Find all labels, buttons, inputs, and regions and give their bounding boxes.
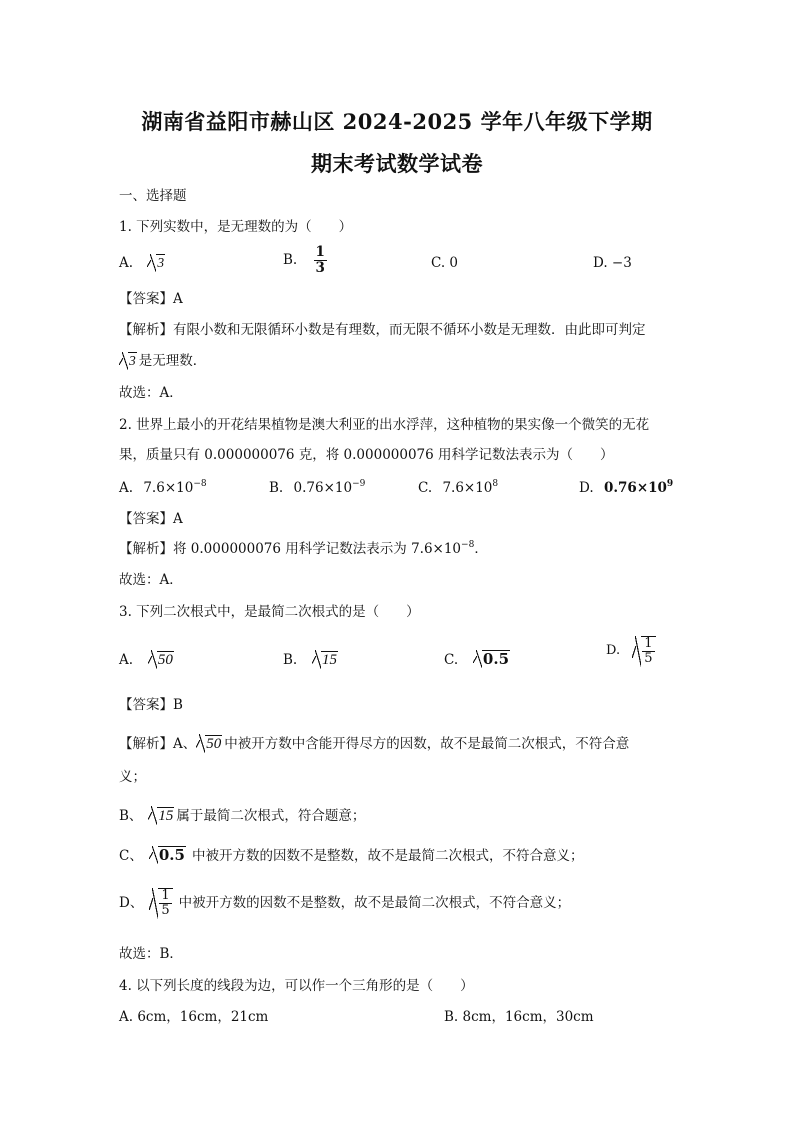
q3-analysis-b-post: 属于最简二次根式，符合题意； <box>176 808 366 824</box>
q3-analysis-d-denominator: 5 <box>161 903 170 919</box>
q1-option-d: D. −3 <box>593 255 632 271</box>
q1-option-a-radicand: 3 <box>157 255 165 270</box>
q3-option-a <box>119 650 176 669</box>
q2-option-a-label: A. <box>119 480 134 496</box>
sqrt-symbol <box>473 650 510 668</box>
q2-analysis-post: ． <box>474 541 488 557</box>
fraction-wrap <box>158 888 172 919</box>
sqrt-symbol <box>148 806 174 825</box>
q3-stem: 3. 下列二次根式中，是最简二次根式的是（ ） <box>119 604 420 620</box>
sqrt-symbol <box>149 888 172 919</box>
q2-answer: 【答案】A <box>119 511 183 527</box>
q3-analysis-d-pre: D、 <box>119 895 144 912</box>
q3-option-c-radicand: 0.5 <box>482 650 510 668</box>
q1-option-c: C. 0 <box>431 255 459 271</box>
q3-analysis-a-pre: 【解析】A、 <box>119 736 197 752</box>
fraction <box>314 245 327 276</box>
q3-option-d-denominator: 5 <box>644 651 653 667</box>
q3-analysis-a-post: 中被开方数中含能开得尽方的因数，故不是最简二次根式，不符合意 <box>224 736 630 752</box>
q2-stem-line-1: 2. 世界上最小的开花结果植物是澳大利亚的出水浮萍，这种植物的果实像一个微笑的无花 <box>119 417 650 433</box>
q3-option-d <box>606 636 658 667</box>
q3-option-a-label: A. <box>119 652 134 668</box>
q1-analysis-line-1: 【解析】有限小数和无限循环小数是有理数，而无限不循环小数是无理数．由此即可判定 <box>119 322 646 338</box>
q3-analysis-a-cont: 义； <box>119 769 146 785</box>
sqrt-symbol <box>119 352 137 370</box>
q1-analysis-radicand: 3 <box>129 353 136 368</box>
q3-analysis-d-numerator: 1 <box>161 888 170 903</box>
q1-analysis-text: 是无理数． <box>138 353 207 369</box>
q2-option-a-base: 7.6×10 <box>143 480 194 496</box>
q1-option-b-denominator: 3 <box>315 259 325 276</box>
title-line-2: 期末考试数学试卷 <box>311 151 483 176</box>
q3-analysis-d-post: 中被开方数的因数不是整数，故不是最简二次根式，不符合意义； <box>178 895 571 912</box>
title-line-1: 湖南省益阳市赫山区 2024-2025 学年八年级下学期 <box>141 109 653 134</box>
q2-analysis <box>119 540 488 558</box>
q3-option-d-numerator: 1 <box>644 636 653 651</box>
section-heading: 一、选择题 <box>119 188 187 204</box>
q3-option-d-label: D. <box>606 643 621 659</box>
q3-option-b-label: B. <box>283 652 298 668</box>
q2-option-b-label: B. <box>269 480 284 496</box>
q4-stem: 4. 以下列长度的线段为边，可以作一个三角形的是（ ） <box>119 978 474 994</box>
q2-option-c <box>418 479 498 497</box>
q2-option-b-exponent: −9 <box>352 479 366 489</box>
fraction-wrap <box>641 636 655 667</box>
q3-option-a-radicand: 50 <box>157 652 173 668</box>
q2-analysis-pre: 【解析】将 0.000000076 用科学记数法表示为 <box>119 541 412 557</box>
q2-option-c-label: C. <box>418 480 433 496</box>
q2-option-c-base: 7.6×10 <box>442 480 493 496</box>
q1-answer: 【答案】A <box>119 291 183 307</box>
sqrt-symbol <box>149 846 186 864</box>
q2-option-b-base: 0.76×10 <box>293 480 353 496</box>
q3-analysis-b-radicand: 15 <box>158 808 174 824</box>
q2-analysis-base: 7.6×10 <box>411 541 462 557</box>
sqrt-symbol <box>148 650 174 669</box>
q3-analysis-c-pre: C、 <box>119 848 143 864</box>
q1-option-b-label: B. <box>283 251 298 268</box>
q1-option-a <box>119 254 167 272</box>
q3-option-c-label: C. <box>444 652 459 668</box>
q4-option-a: A. 6cm，16cm，21cm <box>119 1009 269 1025</box>
q3-analysis-b <box>119 806 365 825</box>
sqrt-symbol <box>147 254 165 272</box>
q3-option-b-radicand: 15 <box>322 652 337 668</box>
q3-analysis-d <box>119 888 570 919</box>
q2-option-d-exponent: 9 <box>666 479 674 489</box>
q1-option-b-numerator: 1 <box>315 244 325 260</box>
q3-analysis-a <box>119 734 629 753</box>
q2-analysis-exponent: −8 <box>461 540 475 550</box>
sqrt-symbol <box>312 650 338 669</box>
q3-choose: 故选：B． <box>119 946 183 962</box>
q2-option-d <box>579 479 673 497</box>
fraction <box>159 889 171 919</box>
sqrt-symbol <box>196 734 222 753</box>
q3-analysis-c <box>119 846 583 865</box>
q1-option-a-label: A. <box>119 255 134 271</box>
q3-analysis-c-radicand: 0.5 <box>158 846 185 864</box>
q1-stem: 1. 下列实数中，是无理数的为（ ） <box>119 219 353 235</box>
q3-analysis-c-post: 中被开方数的因数不是整数，故不是最简二次根式，不符合意义； <box>191 848 584 864</box>
q3-answer: 【答案】B <box>119 697 183 713</box>
q3-analysis-b-pre: B、 <box>119 808 143 824</box>
fraction <box>642 637 654 667</box>
q3-option-c <box>444 650 512 669</box>
q3-analysis-a-radicand: 50 <box>206 736 222 752</box>
sqrt-symbol <box>632 636 655 667</box>
q2-option-c-exponent: 8 <box>492 479 499 489</box>
q2-option-d-base: 0.76×10 <box>603 480 667 496</box>
q3-option-b <box>283 650 340 669</box>
q2-option-d-label: D. <box>579 480 594 496</box>
q1-analysis-line-2 <box>119 352 206 370</box>
q1-option-b <box>283 245 327 276</box>
q2-option-a-exponent: −8 <box>193 479 207 489</box>
q2-stem-line-2: 果，质量只有 0.000000076 克，将 0.000000076 用科学记数法表示为（ ） <box>119 447 614 463</box>
q2-choose: 故选：A． <box>119 572 183 588</box>
q4-option-b: B. 8cm，16cm，30cm <box>444 1009 594 1025</box>
q2-option-a <box>119 479 207 497</box>
q1-choose: 故选：A． <box>119 385 183 401</box>
q2-option-b <box>269 479 365 497</box>
